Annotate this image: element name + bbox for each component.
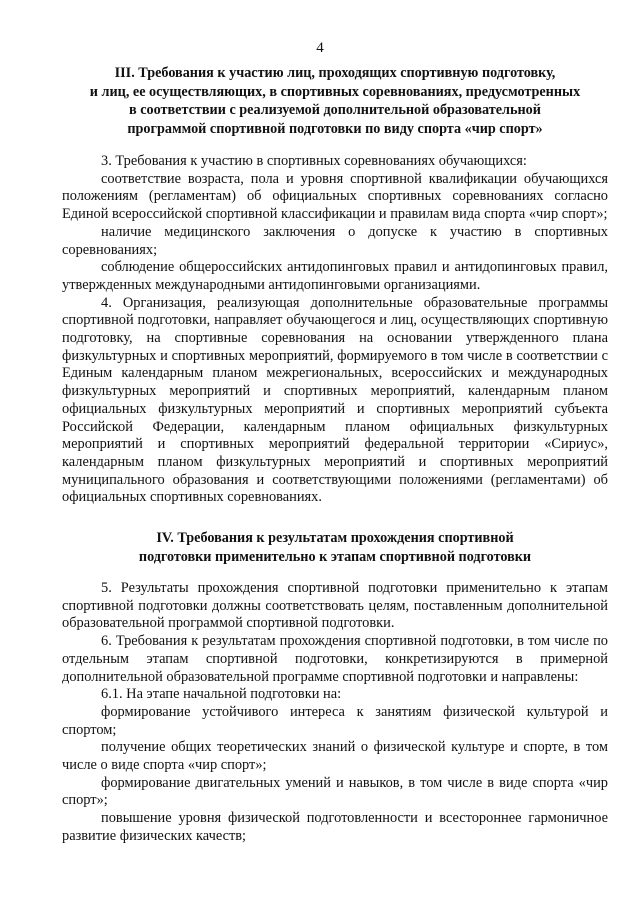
section-4-heading [62, 529, 608, 566]
page-number: 4 [316, 40, 324, 56]
paragraph: 6. Требования к результатам прохождения спортивной подготовки, в том числе по отдельным этапам спортивной подготовки, конкретизируются в примерной дополнительной образовательной программе спортивной подготовки и направлены: [62, 633, 608, 685]
paragraph: 3. Требования к участию в спортивных соревнованиях обучающихся: [101, 153, 527, 169]
paragraph: получение общих теоретических знаний о физической культуре и спорте, в том числе о виде спорта «чир спорт»; [62, 739, 608, 774]
heading-line: IV. Требования к результатам прохождения спортивной [156, 530, 514, 546]
heading-line: программой спортивной подготовки по виду спорта «чир спорт» [127, 120, 543, 137]
section-3-body [62, 153, 608, 507]
paragraph: повышение уровня физической подготовленности и всестороннее гармоничное развитие физических качеств; [62, 810, 608, 844]
heading-line: и лиц, ее осуществляющих, в спортивных соревнованиях, предусмотренных [89, 83, 581, 100]
paragraph: 5. Результаты прохождения спортивной подготовки применительно к этапам спортивной подготовки должны соответствовать целям, поставленным дополнительной образовательной программой спортивной подготовки. [62, 580, 608, 632]
paragraph: формирование устойчивого интереса к занятиям физической культурой и спортом; [62, 703, 608, 738]
paragraph: соответствие возраста, пола и уровня спортивной квалификации обучающихся положениям (регламентам) об официальных спортивных соревнованиях согласно Единой всероссийской спортивной классификации и правилам вида спорта «чир спорт»; [62, 170, 608, 223]
paragraph: формирование двигательных умений и навыков, в том числе в виде спорта «чир спорт»; [62, 774, 608, 809]
paragraph: соблюдение общероссийских антидопинговых правил и антидопинговых правил, утвержденных международными антидопинговыми организациями. [62, 259, 608, 293]
heading-line: подготовки применительно к этапам спортивной подготовки [138, 548, 532, 565]
paragraph: наличие медицинского заключения о допуске к участию в спортивных соревнованиях; [62, 223, 608, 258]
heading-line: в соответствии с реализуемой дополнительной образовательной [129, 102, 541, 119]
paragraph: 4. Организация, реализующая дополнительные образовательные программы спортивной подготовки, направляет обучающегося и лиц, осуществляющих спортивную подготовку, на спортивные соревнования на основании утвержденного плана физкультурных и спортивных мероприятий, формируемого в том числе в соответствии с Единым календарным планом межрегиональных, всероссийских и международных физкультурных мероприятий и спортивных мероприятий, календарным планом официальных физкультурных мероприятий и спортивных мероприятий субъекта Российской Федерации, календарным планом официальных физкультурных мероприятий и спортивных мероприятий федеральной территории «Сириус», календарным планом физкультурных мероприятий и спортивных мероприятий муниципального образования и соответствующими положениями (регламентами) об официальных спортивных соревнованиях. [62, 294, 608, 506]
section-3-heading [62, 64, 608, 138]
section-4-body [62, 580, 608, 846]
paragraph: 6.1. На этапе начальной подготовки на: [101, 686, 342, 703]
heading-line: III. Требования к участию лиц, проходящих спортивную подготовку, [114, 65, 556, 81]
